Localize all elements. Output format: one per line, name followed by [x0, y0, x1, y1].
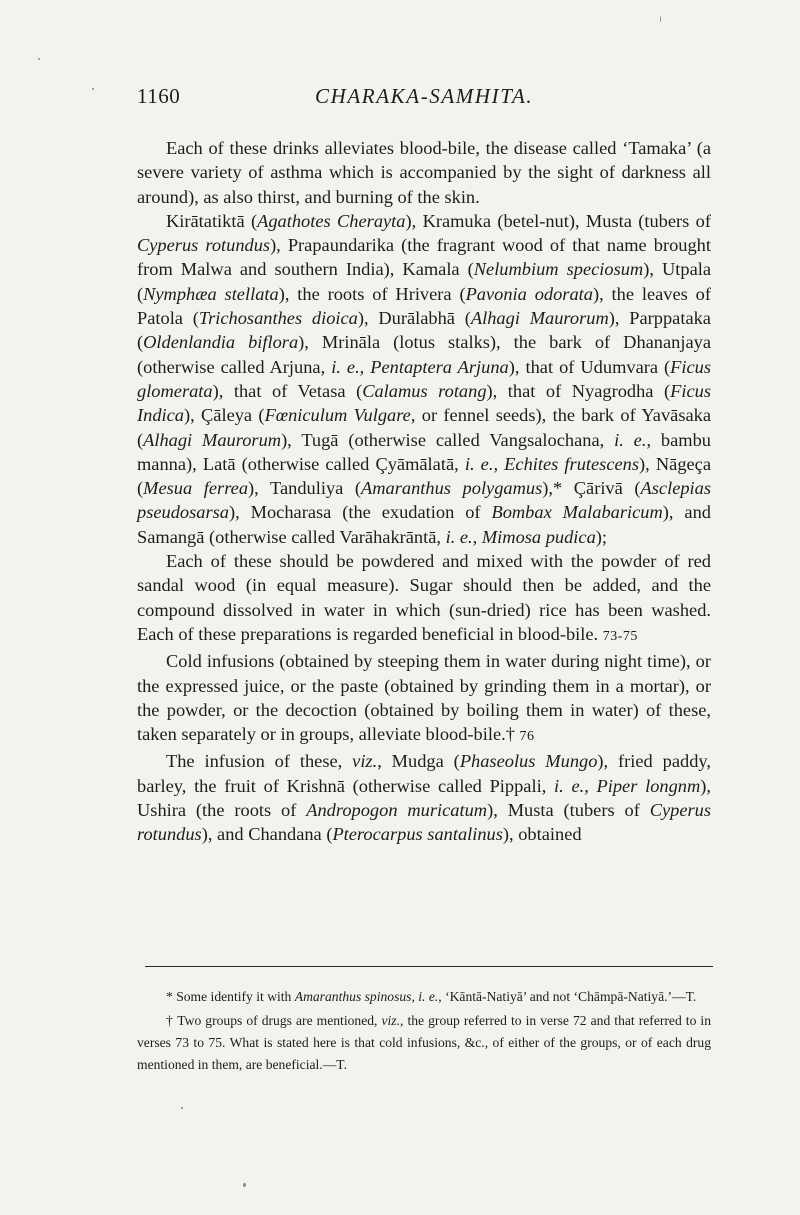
- footnote-divider: [145, 966, 713, 967]
- running-title: CHARAKA-SAMHITA.: [315, 84, 534, 108]
- paper-speck: [660, 16, 661, 22]
- verse-reference: 73-75: [602, 628, 638, 644]
- paragraph-cold-infusions: Cold infusions (obtained by steeping them in water during night time), or the expressed juice, or the paste (obtained by grinding them in a mortar), or the powder, or the decoction (obtained by boiling them in water) of these, taken separately or in groups, alleviate blood-bile.† 76: [137, 651, 711, 745]
- paper-speck: [181, 1107, 183, 1109]
- paragraph-drinks: Each of these drinks alleviates blood-bile, the disease called ‘Tamaka’ (a severe variety of asthma which is accompanied by the sight of darkness all around), as also thirst, and burning of the skin.: [137, 138, 711, 207]
- verse-reference: 76: [519, 729, 535, 745]
- paragraph-infusion-of-these: The infusion of these, viz., Mudga (Phaseolus Mungo), fried paddy, barley, the fruit of Krishnā (otherwise called Pippali, i. e., Piper longnm), Ushira (the roots of Andropogon muricatum), Musta (tubers of Cyperus rotundus), and Chandana (Pterocarpus santalinus), obtained: [137, 751, 712, 845]
- paper-speck: [243, 1183, 246, 1187]
- paragraph-powder-preparation: Each of these should be powdered and mixed with the powder of red sandal wood (in equal measure). Sugar should then be added, and the compound dissolved in water in which (sun-dried) rice has been washed. Each of these preparations is regarded beneficial in blood-bile. 73-75: [137, 551, 711, 644]
- page-header: [137, 84, 737, 114]
- footnote-dagger: † Two groups of drugs are mentioned, viz., the group referred to in verse 72 and that referred to in verses 73 to 75. What is stated here is that cold infusions, &c., of either of the groups, or of each drug mentioned in them, are beneficial.—T.: [137, 1013, 712, 1072]
- footnotes: [137, 986, 711, 1078]
- paper-speck: [38, 58, 40, 60]
- page-number: 1160: [137, 84, 181, 108]
- main-text: [137, 136, 711, 847]
- footnote-asterisk: * Some identify it with Amaranthus spinosus, i. e., ‘Kāntā-Natiyā’ and not ‘Chāmpā-Natiyā.’—T.: [166, 989, 697, 1004]
- paper-speck: [92, 88, 94, 90]
- paragraph-drug-list: Kirātatiktā (Agathotes Cherayta), Kramuka (betel-nut), Musta (tubers of Cyperus rotundus), Prapaundarika (the fragrant wood of that name brought from Malwa and southern India), Kamala (Nelumbium speciosum), Utpala (Nymphæa stellata), the roots of Hrivera (Pavonia odorata), the leaves of Patola (Trichosanthes dioica), Durālabhā (Alhagi Maurorum), Parppataka (Oldenlandia biflora), Mrināla (lotus stalks), the bark of Dhananjaya (otherwise called Arjuna, i. e., Pentaptera Arjuna), that of Udumvara (Ficus glomerata), that of Vetasa (Calamus rotang), that of Nyagrodha (Ficus Indica), Çāleya (Fœniculum Vulgare, or fennel seeds), the bark of Yavāsaka (Alhagi Maurorum), Tugā (otherwise called Vangsalochana, i. e., bambu manna), Latā (otherwise called Çyāmālatā, i. e., Echites frutescens), Nāgeça (Mesua ferrea), Tanduliya (Amaranthus polygamus),* Çārivā (Asclepias pseudosarsa), Mocharasa (the exudation of Bombax Malabaricum), and Samangā (otherwise called Varāhakrāntā, i. e., Mimosa pudica);: [137, 210, 712, 547]
